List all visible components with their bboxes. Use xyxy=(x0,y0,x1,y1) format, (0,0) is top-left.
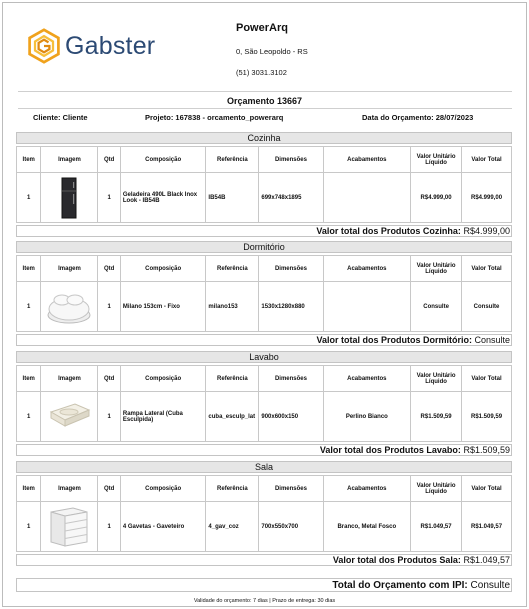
col-item: Item xyxy=(17,147,41,173)
cell-unit-value: R$1.049,57 xyxy=(411,502,462,552)
col-item: Item xyxy=(17,366,41,392)
col-image: Imagem xyxy=(41,147,98,173)
cell-image xyxy=(41,173,98,223)
section-total xyxy=(16,225,512,237)
cell-qty: 1 xyxy=(98,173,120,223)
col-qty: Qtd xyxy=(98,256,120,282)
section-total-label: Valor total dos Produtos Cozinha: xyxy=(316,226,461,236)
col-image: Imagem xyxy=(41,256,98,282)
cell-unit-value: Consulte xyxy=(411,282,462,332)
cell-finishes: Perlino Bianco xyxy=(323,392,411,442)
round-bed-image xyxy=(46,289,92,325)
fridge-image xyxy=(61,177,77,219)
col-dimensions: Dimensões xyxy=(259,476,323,502)
section-total-value: R$4.999,00 xyxy=(463,226,510,236)
project-label: Projeto: 167838 - orcamento_powerarq xyxy=(145,113,284,122)
cell-unit-value: R$1.509,59 xyxy=(411,392,462,442)
client-label: Cliente: Cliente xyxy=(33,113,88,122)
col-reference: Referência xyxy=(206,366,259,392)
cell-qty: 1 xyxy=(98,502,120,552)
cell-image xyxy=(41,502,98,552)
col-dimensions: Dimensões xyxy=(259,256,323,282)
items-table xyxy=(16,146,512,223)
col-qty: Qtd xyxy=(98,366,120,392)
col-reference: Referência xyxy=(206,476,259,502)
section-total-label: Valor total dos Produtos Sala: xyxy=(332,555,461,565)
section-total-value: R$1.509,59 xyxy=(463,445,510,455)
quote-date: Data do Orçamento: 28/07/2023 xyxy=(362,113,474,122)
grand-total-label: Total do Orçamento com IPI: xyxy=(332,580,468,591)
cell-finishes xyxy=(323,173,411,223)
cell-dimensions: 699x748x1895 xyxy=(259,173,323,223)
footer-note: Validade do orçamento: 7 dias | Prazo de entrega: 30 dias xyxy=(193,598,336,604)
col-reference: Referência xyxy=(206,256,259,282)
cell-reference: milano153 xyxy=(206,282,259,332)
cell-image xyxy=(41,282,98,332)
title-divider xyxy=(18,108,512,109)
cell-total-value: R$4.999,00 xyxy=(462,173,512,223)
cell-finishes xyxy=(323,282,411,332)
table-header-row xyxy=(17,256,512,282)
company-phone: (51) 3031.3102 xyxy=(236,68,287,77)
section-sala xyxy=(16,461,512,566)
drawer-cabinet-image xyxy=(47,506,91,548)
table-row xyxy=(17,392,512,442)
col-unit-value: Valor Unitário Líquido xyxy=(411,476,462,502)
table-row xyxy=(17,502,512,552)
section-total xyxy=(16,554,512,566)
section-total xyxy=(16,444,512,456)
section-total-label: Valor total dos Produtos Lavabo: xyxy=(319,445,461,455)
logo-text: Gabster xyxy=(65,31,156,60)
col-unit-value: Valor Unitário Líquido xyxy=(411,366,462,392)
table-header-row xyxy=(17,476,512,502)
section-title: Cozinha xyxy=(16,132,512,144)
cell-reference: cuba_esculp_lat xyxy=(206,392,259,442)
col-dimensions: Dimensões xyxy=(259,147,323,173)
cell-finishes: Branco, Metal Fosco xyxy=(323,502,411,552)
section-title: Lavabo xyxy=(16,351,512,363)
col-composition: Composição xyxy=(120,476,206,502)
cell-total-value: R$1.509,59 xyxy=(462,392,512,442)
items-table xyxy=(16,365,512,442)
grand-total-value: Consulte xyxy=(470,580,510,591)
table-header-row xyxy=(17,366,512,392)
sink-image xyxy=(45,402,93,432)
col-qty: Qtd xyxy=(98,147,120,173)
col-total-value: Valor Total xyxy=(462,476,512,502)
section-lavabo xyxy=(16,351,512,456)
section-total-value: R$1.049,57 xyxy=(463,555,510,565)
items-table xyxy=(16,475,512,552)
section-title: Dormitório xyxy=(16,241,512,253)
cell-dimensions: 900x600x150 xyxy=(259,392,323,442)
company-name: PowerArq xyxy=(236,22,288,34)
section-cozinha xyxy=(16,132,512,237)
table-header-row xyxy=(17,147,512,173)
col-qty: Qtd xyxy=(98,476,120,502)
cell-composition: Rampa Lateral (Cuba Esculpida) xyxy=(120,392,206,442)
col-total-value: Valor Total xyxy=(462,256,512,282)
col-unit-value: Valor Unitário Líquido xyxy=(411,147,462,173)
cell-dimensions: 700x550x700 xyxy=(259,502,323,552)
col-finishes: Acabamentos xyxy=(323,366,411,392)
company-logo xyxy=(26,26,166,66)
company-address: 0, São Leopoldo - RS xyxy=(236,47,308,56)
section-title: Sala xyxy=(16,461,512,473)
col-composition: Composição xyxy=(120,147,206,173)
col-image: Imagem xyxy=(41,366,98,392)
section-total xyxy=(16,334,512,346)
cell-total-value: R$1.049,57 xyxy=(462,502,512,552)
cell-unit-value: R$4.999,00 xyxy=(411,173,462,223)
cell-dimensions: 1530x1280x880 xyxy=(259,282,323,332)
cell-composition: Geladeira 490L Black Inox Look - IB54B xyxy=(120,173,206,223)
col-composition: Composição xyxy=(120,366,206,392)
col-item: Item xyxy=(17,256,41,282)
header-divider xyxy=(18,91,512,92)
cell-total-value: Consulte xyxy=(462,282,512,332)
gabster-logo-icon xyxy=(26,28,62,64)
cell-qty: 1 xyxy=(98,282,120,332)
section-total-value: Consulte xyxy=(474,335,510,345)
col-composition: Composição xyxy=(120,256,206,282)
cell-image xyxy=(41,392,98,442)
cell-qty: 1 xyxy=(98,392,120,442)
col-total-value: Valor Total xyxy=(462,366,512,392)
col-reference: Referência xyxy=(206,147,259,173)
table-row xyxy=(17,173,512,223)
col-finishes: Acabamentos xyxy=(323,256,411,282)
grand-total xyxy=(16,578,512,592)
col-dimensions: Dimensões xyxy=(259,366,323,392)
cell-item: 1 xyxy=(17,502,41,552)
quote-title: Orçamento 13667 xyxy=(226,96,303,106)
cell-composition: Milano 153cm - Fixo xyxy=(120,282,206,332)
section-total-label: Valor total dos Produtos Dormitório: xyxy=(316,335,472,345)
cell-reference: IB54B xyxy=(206,173,259,223)
cell-item: 1 xyxy=(17,282,41,332)
company-info xyxy=(236,22,308,77)
cell-composition: 4 Gavetas - Gaveteiro xyxy=(120,502,206,552)
col-total-value: Valor Total xyxy=(462,147,512,173)
col-item: Item xyxy=(17,476,41,502)
col-unit-value: Valor Unitário Líquido xyxy=(411,256,462,282)
col-image: Imagem xyxy=(41,476,98,502)
section-dormitorio xyxy=(16,241,512,346)
cell-reference: 4_gav_coz xyxy=(206,502,259,552)
items-table xyxy=(16,255,512,332)
cell-item: 1 xyxy=(17,173,41,223)
col-finishes: Acabamentos xyxy=(323,147,411,173)
col-finishes: Acabamentos xyxy=(323,476,411,502)
cell-item: 1 xyxy=(17,392,41,442)
table-row xyxy=(17,282,512,332)
